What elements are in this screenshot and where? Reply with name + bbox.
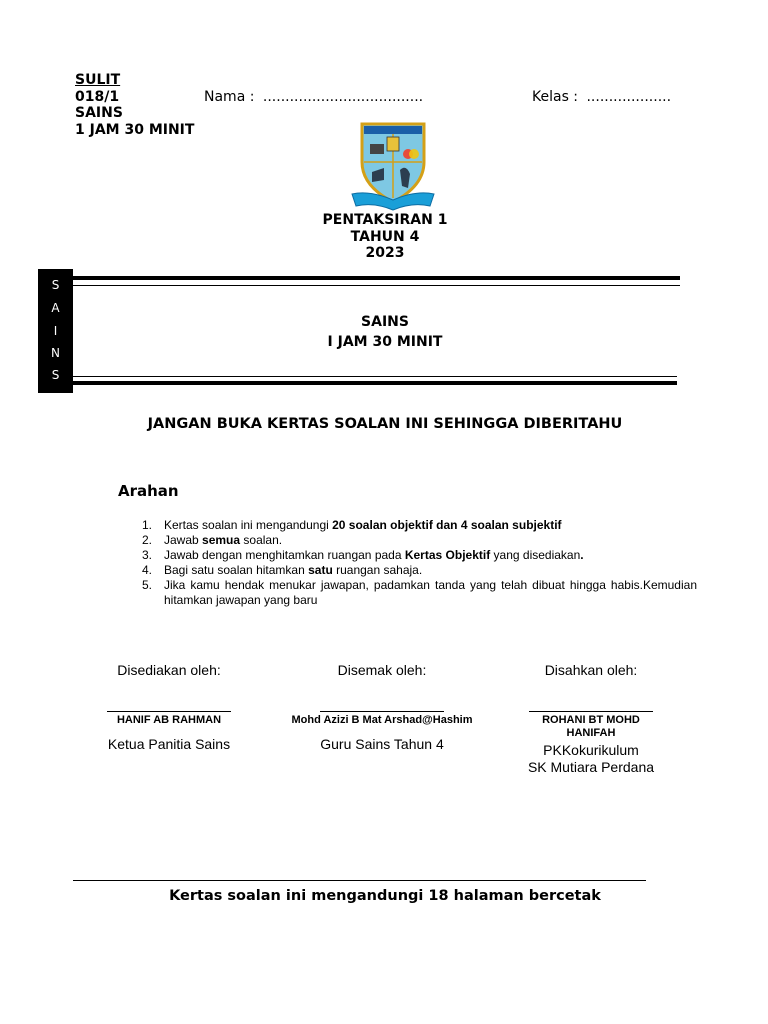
- list-item: [142, 533, 697, 548]
- item-text: soalan.: [240, 533, 283, 547]
- banner-text: [285, 312, 485, 352]
- side-tab-letter: S: [51, 368, 60, 382]
- signature-reviewed: [282, 662, 482, 753]
- signatory-role: Guru Sains Tahun 4: [320, 736, 444, 752]
- classification-label: SULIT: [75, 72, 121, 88]
- signature-approved: [516, 662, 666, 776]
- banner-subject: SAINS: [361, 314, 409, 330]
- signatory-school: SK Mutiara Perdana: [527, 759, 655, 775]
- side-tab-letter: A: [51, 301, 60, 315]
- class-dots: ...................: [586, 89, 672, 105]
- exam-year: 2023: [365, 245, 405, 261]
- list-item: [142, 563, 697, 578]
- school-crest-icon: [350, 120, 436, 212]
- instructions-list: [142, 518, 697, 608]
- paper-code: 018/1: [75, 88, 120, 105]
- header-subject: SAINS: [75, 105, 123, 121]
- footer-text: Kertas soalan ini mengandungi 18 halaman bercetak: [169, 888, 601, 904]
- signature-prepared: [95, 662, 243, 753]
- item-text: Bagi satu soalan hitamkan: [164, 563, 309, 577]
- side-tab: [38, 269, 73, 393]
- list-item: [142, 548, 697, 563]
- item-number: 4.: [142, 563, 153, 577]
- name-dots: ....................................: [262, 89, 424, 105]
- warning-text: JANGAN BUKA KERTAS SOALAN INI SEHINGGA DIBERITAHU: [147, 416, 623, 432]
- item-text-bold: semua: [202, 533, 241, 547]
- banner-top-rule-thick: [73, 276, 680, 280]
- exam-title: PENTAKSIRAN 1: [322, 212, 448, 228]
- banner-top-rule-thin: [73, 285, 680, 286]
- item-text: ruangan sahaja.: [332, 563, 423, 577]
- list-item: [142, 578, 697, 608]
- signature-line: [529, 711, 653, 712]
- exam-year-level: TAHUN 4: [350, 228, 420, 245]
- list-item: [142, 518, 697, 533]
- signature-label: Disemak oleh:: [337, 662, 427, 678]
- exam-title-block: [285, 212, 485, 262]
- name-label: Nama :: [204, 89, 255, 105]
- signatory-name: ROHANI BT MOHD HANIFAH: [542, 714, 640, 739]
- signature-label: Disahkan oleh:: [544, 662, 638, 678]
- signature-line: [107, 711, 231, 712]
- item-number: 5.: [142, 578, 153, 592]
- item-text: yang disediakan: [490, 548, 581, 562]
- signature-line: [320, 711, 444, 712]
- item-text: Jawab: [164, 533, 203, 547]
- signature-label: Disediakan oleh:: [117, 662, 221, 678]
- item-text: Jika kamu hendak menukar jawapan, padamkan tanda yang telah dibuat hingga habis.Kemudian hitamkan jawapan yang baru: [164, 578, 697, 607]
- item-number: 2.: [142, 533, 153, 547]
- header-block: [75, 72, 194, 138]
- class-label: Kelas :: [532, 89, 579, 105]
- name-field[interactable]: [204, 89, 423, 105]
- side-tab-letter: S: [51, 278, 60, 292]
- signatory-name: HANIF AB RAHMAN: [116, 714, 222, 726]
- item-text-bold: Kertas Objektif: [404, 548, 491, 562]
- item-number: 1.: [142, 518, 153, 532]
- item-text: Jawab dengan menghitamkan ruangan pada: [164, 548, 405, 562]
- banner-duration: I JAM 30 MINIT: [327, 334, 443, 350]
- signatory-name: Mohd Azizi B Mat Arshad@Hashim: [291, 714, 473, 726]
- side-tab-letter: I: [53, 324, 58, 338]
- signatory-role: Ketua Panitia Sains: [107, 736, 231, 752]
- signatory-role: PKKokurikulum: [543, 742, 639, 758]
- banner-bottom-rule-thin: [73, 376, 677, 377]
- footer-rule: [73, 880, 646, 881]
- banner-bottom-rule-thick: [73, 381, 677, 385]
- class-field[interactable]: [532, 89, 671, 105]
- item-text-bold: .: [580, 548, 584, 562]
- header-duration: 1 JAM 30 MINIT: [75, 121, 195, 138]
- instructions-heading: Arahan: [118, 482, 179, 500]
- item-text-bold: satu: [308, 563, 333, 577]
- item-number: 3.: [142, 548, 153, 562]
- item-text-bold: 20 soalan objektif dan 4 soalan subjektif: [332, 518, 562, 532]
- side-tab-letter: N: [51, 346, 60, 360]
- item-text: Kertas soalan ini mengandungi: [164, 518, 333, 532]
